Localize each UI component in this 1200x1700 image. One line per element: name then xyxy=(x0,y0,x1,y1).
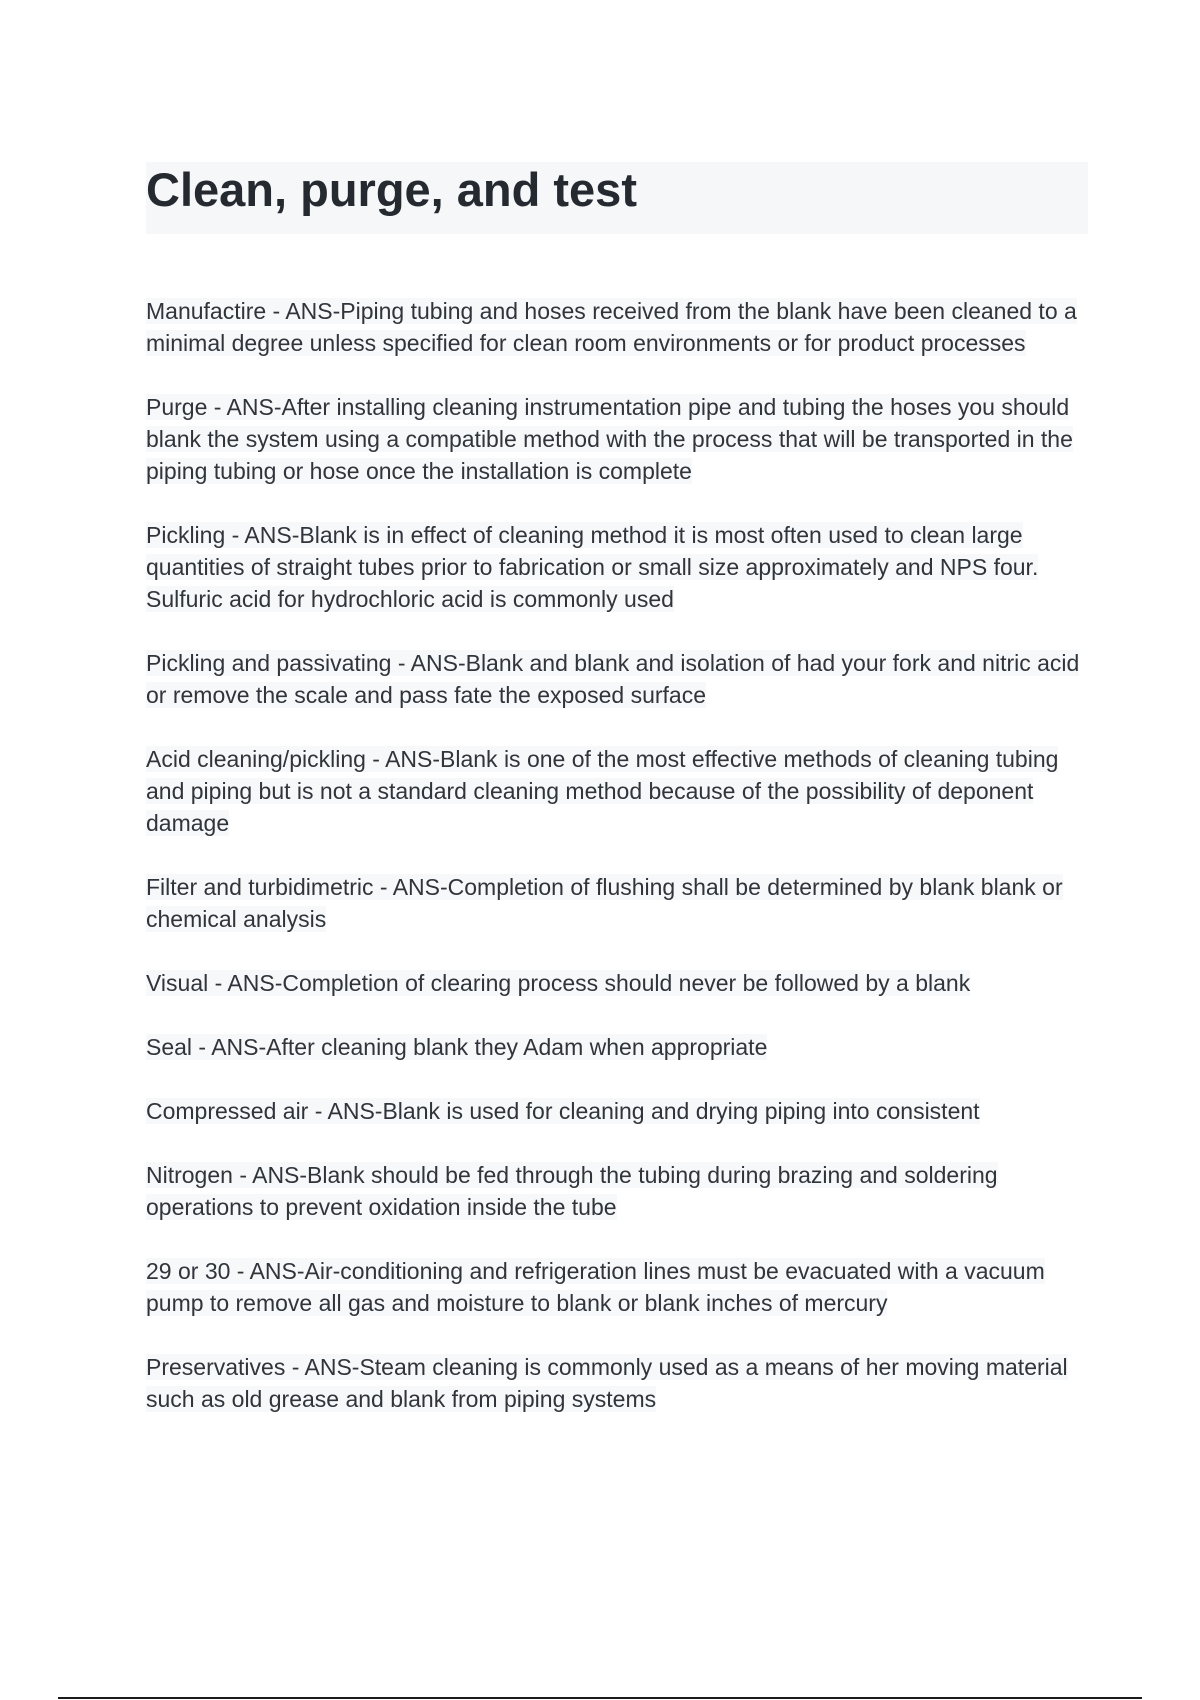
qa-item xyxy=(146,1031,1096,1063)
qa-item xyxy=(146,967,1096,999)
qa-item xyxy=(146,1159,1096,1223)
qa-item xyxy=(146,871,1096,935)
qa-item xyxy=(146,1095,1096,1127)
qa-text: Preservatives - ANS-Steam cleaning is commonly used as a means of her moving material such as old grease and blank from piping systems xyxy=(146,1354,1068,1412)
qa-text: Acid cleaning/pickling - ANS-Blank is one of the most effective methods of cleaning tubing and piping but is not a standard cleaning method because of the possibility of deponent damage xyxy=(146,746,1059,836)
qa-item xyxy=(146,647,1096,711)
page-title: Clean, purge, and test xyxy=(146,163,637,216)
qa-text: Purge - ANS-After installing cleaning instrumentation pipe and tubing the hoses you should blank the system using a compatible method with the process that will be transported in the piping tubing or hose once the installation is complete xyxy=(146,394,1073,484)
qa-item xyxy=(146,743,1096,839)
qa-text: Nitrogen - ANS-Blank should be fed through the tubing during brazing and soldering operations to prevent oxidation inside the tube xyxy=(146,1162,998,1220)
title-block xyxy=(146,162,1088,234)
qa-item xyxy=(146,519,1096,615)
qa-text: Pickling - ANS-Blank is in effect of cleaning method it is most often used to clean large quantities of straight tubes prior to fabrication or small size approximately and NPS four. Sulfuric acid for hydrochloric acid is commonly used xyxy=(146,522,1039,612)
qa-list xyxy=(146,295,1096,1447)
qa-item xyxy=(146,1255,1096,1319)
qa-item xyxy=(146,295,1096,359)
qa-text: Compressed air - ANS-Blank is used for cleaning and drying piping into consistent xyxy=(146,1098,980,1124)
qa-text: Visual - ANS-Completion of clearing process should never be followed by a blank xyxy=(146,970,971,996)
qa-text: 29 or 30 - ANS-Air-conditioning and refrigeration lines must be evacuated with a vacuum pump to remove all gas and moisture to blank or blank inches of mercury xyxy=(146,1258,1045,1316)
qa-item xyxy=(146,1351,1096,1415)
qa-item xyxy=(146,391,1096,487)
footer-divider xyxy=(58,1697,1142,1699)
qa-text: Manufactire - ANS-Piping tubing and hoses received from the blank have been cleaned to a minimal degree unless specified for clean room environments or for product processes xyxy=(146,298,1077,356)
qa-text: Filter and turbidimetric - ANS-Completion of flushing shall be determined by blank blank or chemical analysis xyxy=(146,874,1063,932)
qa-text: Seal - ANS-After cleaning blank they Adam when appropriate xyxy=(146,1034,768,1060)
qa-text: Pickling and passivating - ANS-Blank and blank and isolation of had your fork and nitric acid or remove the scale and pass fate the exposed surface xyxy=(146,650,1080,708)
